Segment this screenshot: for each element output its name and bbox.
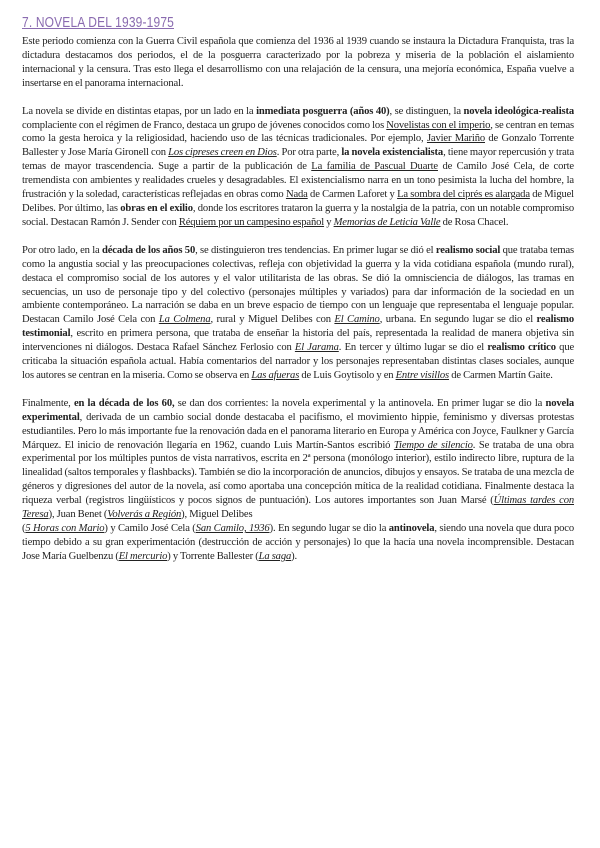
text-run: complaciente con el régimen de Franco, destaca un grupo de jóvenes conocidos como los (22, 119, 387, 131)
book-title: La Colmena (158, 314, 211, 326)
text-run: que criticaba la situación española actual. Había comentarios del narrador y los personajes representaban distintas clases sociales, aunque los autores se centran en la miseria. Como se observa en (22, 342, 575, 381)
text-run: ). (291, 550, 298, 562)
text-run: y (324, 216, 334, 228)
paragraph-intro (22, 35, 574, 91)
bold-term: inmediata posguerra (años 40) (256, 105, 390, 117)
book-title: Memorias de Leticia Valle (333, 216, 441, 228)
bold-term: realismo testimonial (22, 314, 574, 340)
paragraph-anos-50 (22, 244, 574, 383)
text-run: , derivada de un cambio social donde destacaba el pacifismo, el movimiento hippie, feminismo y diversas protestas estudiantiles. Pero lo más importante fue la renovación dada en el panorama literario en Europa y América con Joyce, Faulkner y García Márquez. El inicio de renovación llegaría en 1962, cuando Luis Martín-Santos escribió (22, 411, 574, 451)
book-title: Las afueras (251, 369, 300, 381)
book-title: Últimas tardes con Teresa (22, 495, 575, 521)
text-run: de Miguel Delibes. Por último, las (22, 189, 574, 214)
text-run: , se distinguen, la (389, 105, 464, 117)
book-title: Javier Mariño (426, 133, 485, 145)
text-run: ) y Torrente Ballester ( (167, 550, 259, 562)
bold-term: obras en el exilio (120, 202, 193, 214)
text-run: , se centran en temas como la gesta heroica y la religiosidad, haciendo uso de las técnicas tradicionales. Por ejemplo, (22, 119, 574, 145)
page-title: 7. NOVELA DEL 1939-1975 (22, 14, 174, 31)
book-title: Réquiem por un campesino español (178, 216, 325, 228)
bold-term: en la década de los 60, (73, 397, 175, 409)
book-title: El mercurio (118, 550, 168, 562)
book-title: Los cipreses creen en Dios (168, 147, 277, 159)
bold-term: la novela existencialista (341, 147, 444, 159)
text-run: ), Juan Benet ( (48, 509, 108, 521)
text-run: Este periodo comienza con la Guerra Civil española que comienza del 1936 al 1939 cuando se instaura la Dictadura Franquista, tras la dictadura destacamos dos periodos, el de la posguerra caracterizado por la pobreza y miseria de la población el aislamiento internacional y la censura. Tras esto llega el desarrollismo con una relajación de la censura, una mejoría económica, España vuelve a insertarse en el panorama internacional. (22, 36, 574, 89)
text-run: de Carmen Martín Gaite. (449, 369, 553, 381)
text-run: que trataba temas como la angustia social y las preocupaciones colectivas, refleja con objetividad la guerra y la vida cotidiana española (mundo rural), destaca el compromiso social de los autores y el valor utilitarista de las obras. Se dió la omnisciencia de diálogos, las tramas en secuencias, un uso de personaje tipo y del colectivo (personajes múltiples y variados) para dar información de la sociedad en un ambiente contemporáneo. La narración se daba en un breve espacio de tiempo con un lenguaje que representaba el lenguaje popular. Destacan Camilo José Cela con (22, 244, 575, 326)
book-title: La sombra del ciprés es alargada (397, 189, 530, 201)
text-run: de Luis Goytisolo y en (299, 369, 396, 381)
text-run: de Carmen Laforet y (307, 189, 398, 201)
bold-term: década de los años 50 (102, 244, 196, 256)
text-run: , tiene mayor repercusión y trata temas de mayor trascendencia. Suge a partir de la publicación de (22, 147, 575, 173)
text-run: de Rosa Chacel. (440, 216, 509, 228)
text-run: ), Miguel Delibes (181, 509, 253, 521)
text-run: , se distinguieron tres tendencias. En primer lugar se dió el (195, 244, 436, 256)
text-run: , rural y Miguel Delibes con (210, 314, 335, 326)
paragraph-anos-60 (22, 397, 574, 564)
text-run: , siendo una novela que dura poco tiempo debido a su gran experimentación (destrucción de acción y personajes) lo que la hacía una novela incomprensible. Destacan Jose María Guelbenzu ( (22, 523, 574, 562)
text-run: . Se trataba de una obra experimental por los múltiples puntos de vista narrativos, escrita en 2ª persona (monólogo interior), estilo indirecto libre, ruptura de la linealidad (saltos temporales y flashbacks). También se dio la incorporación de anuncios, dibujos y ensayos. Se trataba de una mezcla de géneros y digresiones del autor de la novela, así como aportaba una concepción mítica de la realidad cotidiana. Finalmente destaca la riqueza verbal (registros lingüísticos y pocos signos de puntuación). Los autores importantes son Juan Marsé ( (22, 439, 574, 507)
bold-term: realismo crítico (487, 342, 556, 354)
text-run: . En tercer y último lugar se dio el (338, 342, 488, 354)
bold-term: novela ideológica-realista (463, 105, 574, 117)
book-title: Entre visillos (395, 369, 450, 381)
text-run: de Camilo José Cela, de corte tremendista con ambientes y realidades crueles y desagradables. El existencialismo narra en un tono pesimista la lucha del hombre, la frustración y la soledad, características reflejadas en obras como (22, 161, 574, 201)
book-title: El Camino (334, 314, 380, 326)
text-run: . Por otra parte, (276, 147, 342, 159)
bold-term: antinovela (388, 523, 435, 534)
underlined-term: Novelistas con el imperio (386, 119, 491, 131)
text-run: se dan dos corrientes: la novela experimental y la antinovela. En primer lugar se dio la (174, 397, 546, 409)
text-run: , urbana. En segundo lugar se dio el (379, 314, 537, 326)
text-run: ) y Camilo José Cela ( (104, 523, 196, 534)
book-title: El Jarama (294, 342, 339, 354)
book-title: 5 Horas con Mario (25, 523, 105, 534)
book-title: Volverás a Región (107, 509, 182, 521)
text-run: , escrito en primera persona, que trataba de enseñar la historia del país, representada la realidad de manera objetiva sin intervenciones ni diálogos. Destaca Rafael Sánchez Ferlosio con (22, 328, 574, 354)
book-title: La familia de Pascual Duarte (311, 161, 438, 173)
text-run: Finalmente, (22, 397, 74, 409)
text-run: , donde los escritores trataron la guerra y la nostalgia de la patria, con un notable compromiso social. Destacan Ramón J. Sender con (22, 202, 574, 228)
text-run: ). En segundo lugar se dio la (269, 523, 389, 534)
bold-term: realismo social (435, 244, 501, 256)
paragraph-posguerra (22, 105, 574, 230)
text-run: de Gonzalo Torrente Ballester y Jose María Gironell con (22, 133, 574, 159)
bold-term: novela experimental (22, 397, 575, 423)
text-run: La novela se divide en distintas etapas, por un lado en la (22, 105, 257, 117)
book-title: San Camilo, 1936 (195, 523, 270, 534)
book-title: Nada (285, 189, 308, 201)
book-title: Tiempo de silencio (393, 439, 473, 451)
text-run: ( (22, 523, 26, 534)
text-run: Por otro lado, en la (22, 244, 103, 256)
book-title: La saga (258, 550, 292, 562)
